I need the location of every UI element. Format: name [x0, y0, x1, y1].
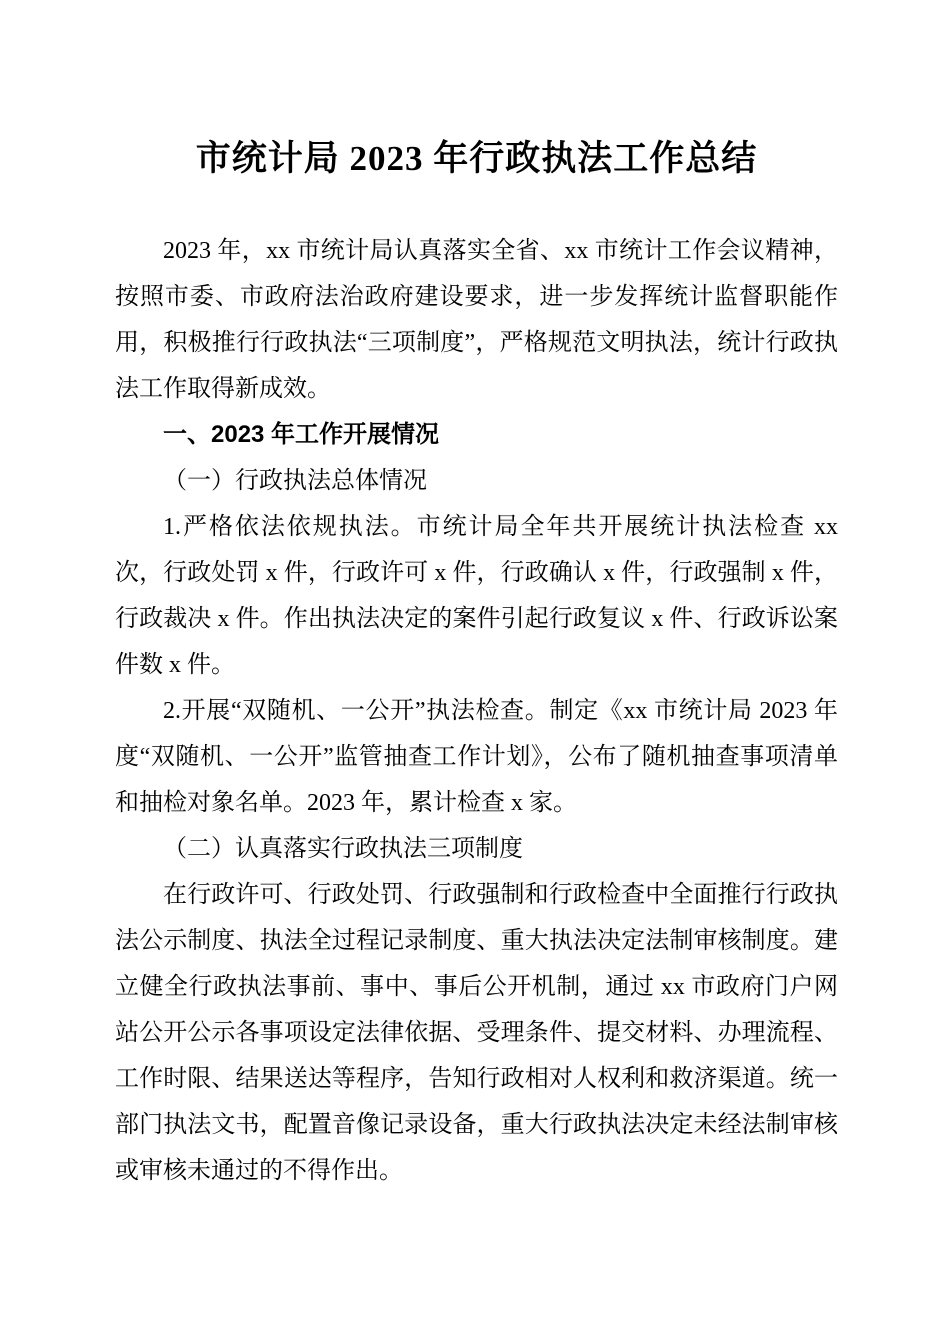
subsection-1-1-heading: （一）行政执法总体情况	[163, 468, 427, 494]
body-paragraph-three-systems: 在行政许可、行政处罚、行政强制和行政检查中全面推行行政执法公示制度、执法全过程记录制度、重大执法决定法制审核制度。建立健全行政执法事前、事中、事后公开机制，通过 xx 市政府门户网站公开公示各事项设定法律依据、受理条件、提交材料、办理流程、工作时限、结果送达等程序，告知行政相对人权利和救济渠道。统一部门执法文书，配置音像记录设备，重大行政执法决定未经法制审核或审核未通过的不得作出。	[115, 882, 838, 1184]
intro-paragraph: 2023 年，xx 市统计局认真落实全省、xx 市统计工作会议精神，按照市委、市政府法治政府建设要求，进一步发挥统计监督职能作用，积极推行行政执法“三项制度”，严格规范文明执法，统计行政执法工作取得新成效。	[115, 238, 838, 402]
section-1-heading: 一、2023 年工作开展情况	[163, 421, 440, 448]
body-paragraph-enforcement-stats: 1.严格依法依规执法。市统计局全年共开展统计执法检查 xx 次，行政处罚 x 件，行政许可 x 件，行政确认 x 件，行政强制 x 件，行政裁决 x 件。作出执法决定的案件引起行政复议 x 件、行政诉讼案件数 x 件。	[115, 514, 838, 678]
document-title: 市统计局 2023 年行政执法工作总结	[195, 139, 758, 178]
body-paragraph-double-random: 2.开展“双随机、一公开”执法检查。制定《xx 市统计局 2023 年度“双随机、一公开”监管抽查工作计划》，公布了随机抽查事项清单和抽检对象名单。2023 年，累计检查 x 家。	[115, 698, 838, 816]
subsection-1-2-heading: （二）认真落实行政执法三项制度	[163, 836, 523, 862]
